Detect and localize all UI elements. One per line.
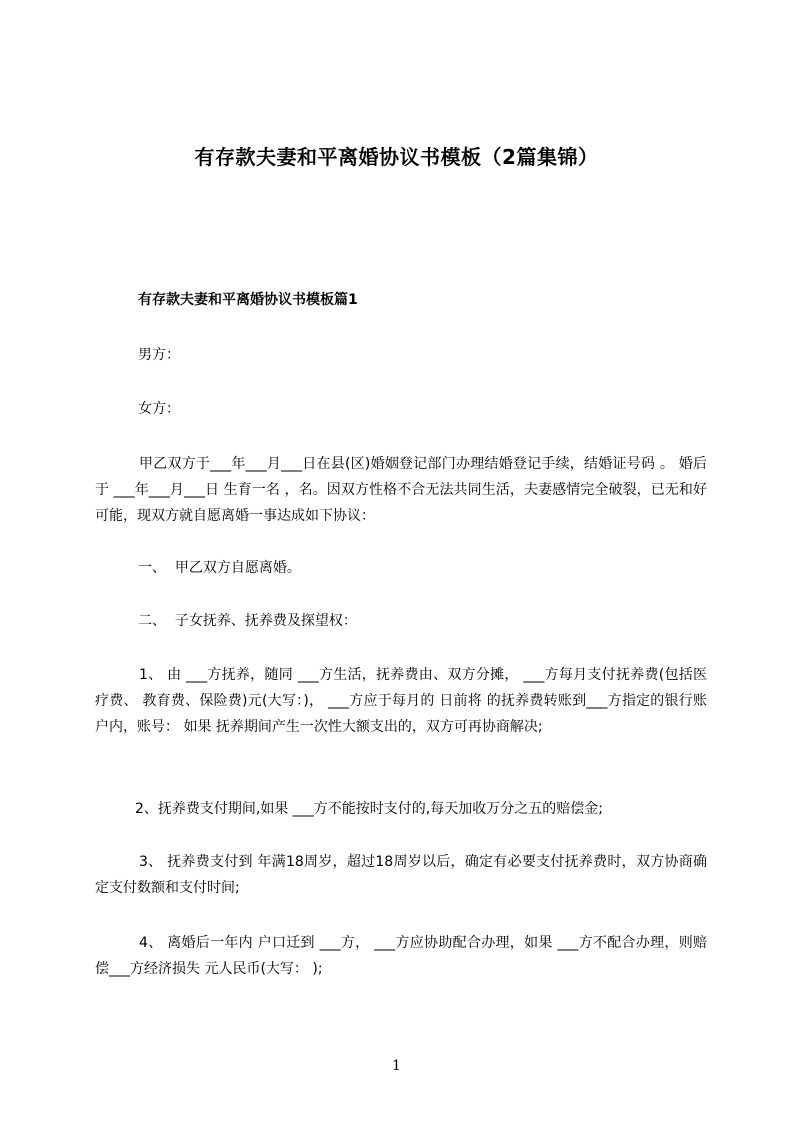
clause-2: 二、 子女抚养、抚养费及探望权： — [138, 613, 357, 629]
clause-2-item-3: 3、 抚养费支付到 年满18周岁，超过18周岁以后，确定有必要支付抚养费时，双方协商确定支付数额和支付时间; — [95, 854, 707, 896]
intro-paragraph: 甲乙双方于___年___月___日在县(区)婚姻登记部门办理结婚登记手续，结婚证号码 。 婚后 于 ___年___月___日 生育一名 ，名。因双方性格不合无法共同生活，夫妻感情完全破裂，已无和好可能，现双方就自愿离婚一事达成如下协议： — [95, 456, 707, 524]
section-heading: 有存款夫妻和平离婚协议书模板篇1 — [138, 292, 358, 308]
clause-2-item-2: 2、抚养费支付期间,如果 ___方不能按时支付的,每天加收万分之五的赔偿金; — [135, 801, 603, 817]
female-party-label: 女方： — [138, 401, 180, 417]
page-number: 1 — [392, 1058, 401, 1074]
clause-1: 一、 甲乙双方自愿离婚。 — [138, 560, 301, 576]
clause-2-item-4: 4、 离婚后一年内 户口迁到 ___方， ___方应协助配合办理，如果 ___方不配合办理，则赔偿___方经济损失 元人民币(大写： ); — [95, 935, 707, 977]
document-title: 有存款夫妻和平离婚协议书模板（2篇集锦） — [194, 145, 599, 169]
male-party-label: 男方： — [138, 347, 180, 363]
clause-2-item-1: 1、 由 ___方抚养，随同 ___方生活，抚养费由、双方分摊， ___方每月支付抚养费(包括医疗费、 教育费、保险费)元(大写：)， ___方应于每月的 日前将 的抚养费转账到___方指定的银行账户内，账号： 如果 抚养期间产生一次性大额支出的，双方可再协商解决; — [95, 667, 707, 735]
